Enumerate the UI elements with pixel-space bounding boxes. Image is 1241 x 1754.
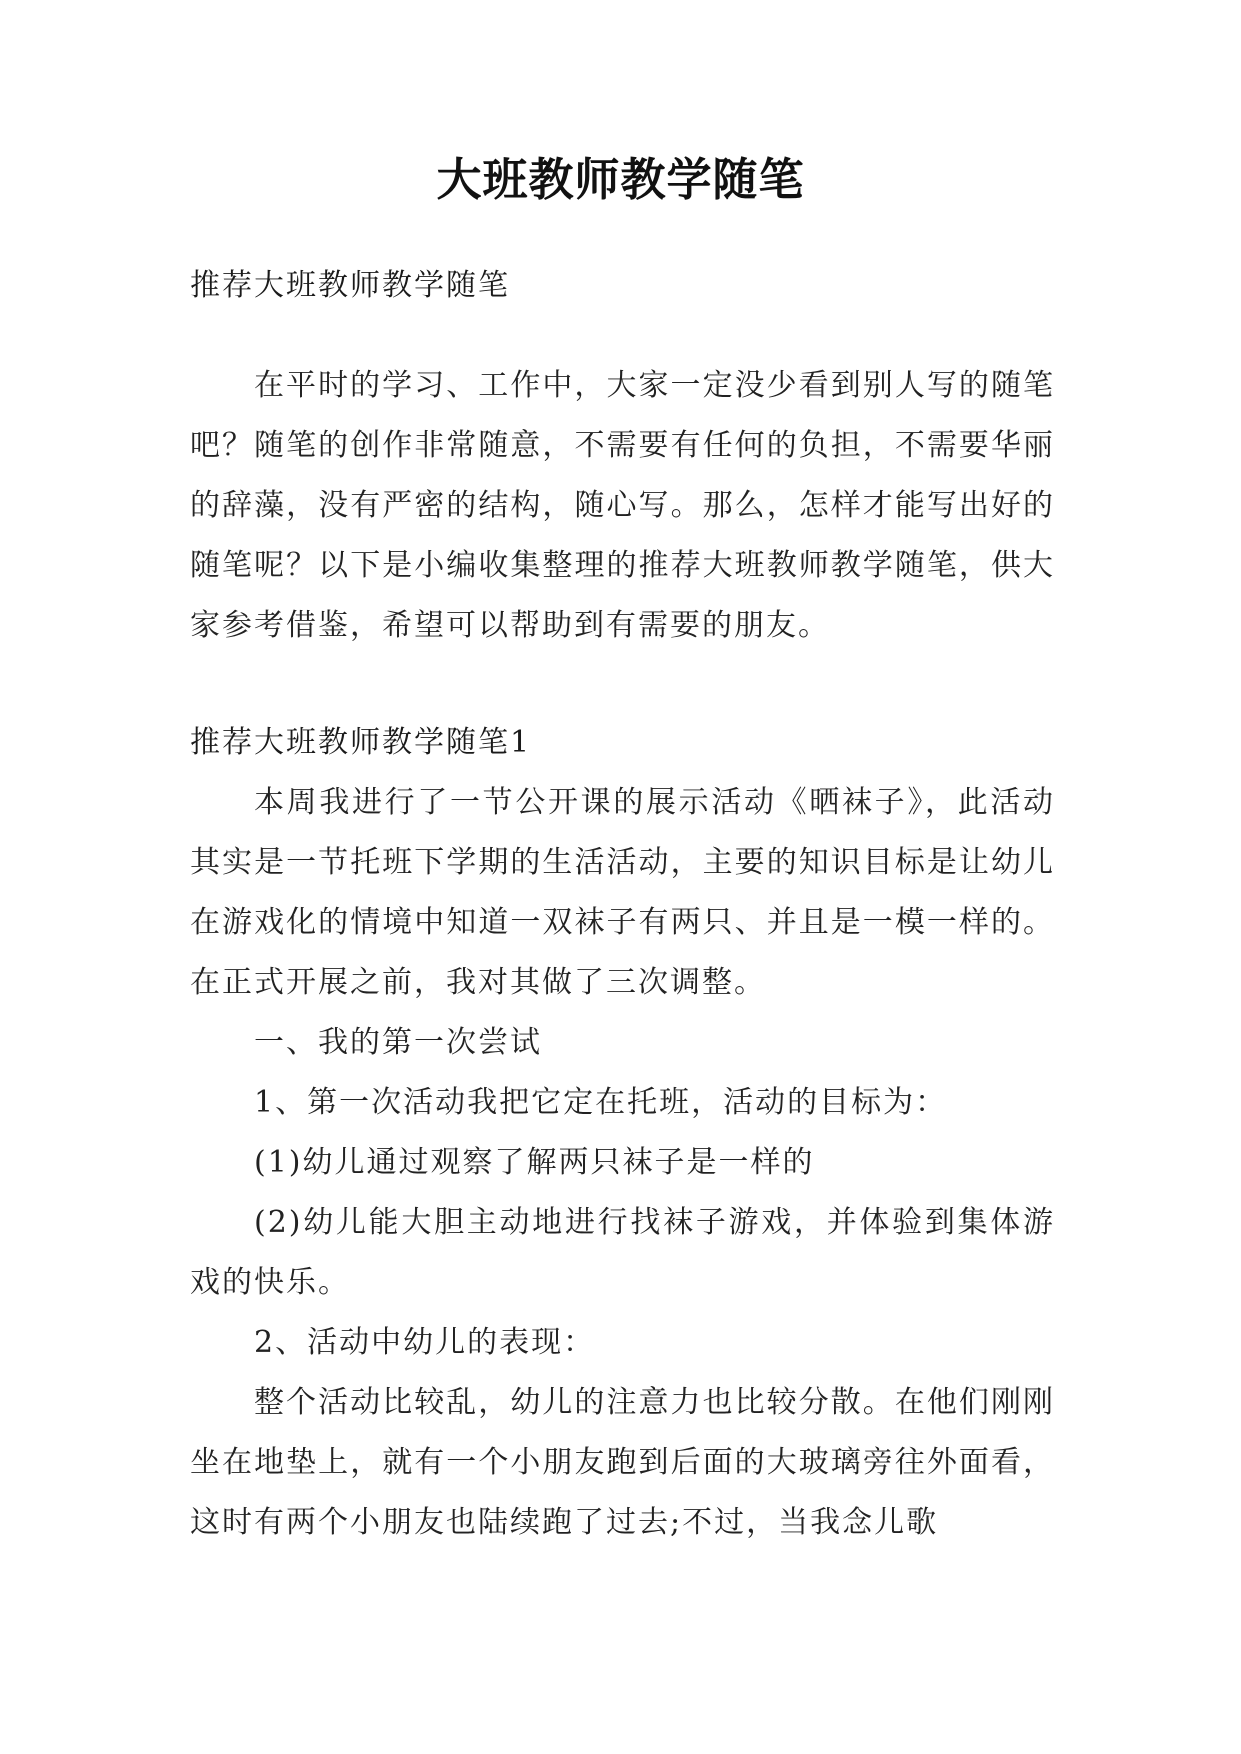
body-paragraph: 整个活动比较乱，幼儿的注意力也比较分散。在他们刚刚坐在地垫上，就有一个小朋友跑到后面的大玻璃旁往外面看，这时有两个小朋友也陆续跑了过去;不过，当我念儿歌 — [190, 1385, 1055, 1540]
body-paragraph: 一、我的第一次尝试 — [254, 1025, 542, 1060]
document-subtitle: 推荐大班教师教学随笔 — [190, 268, 510, 303]
body-paragraph: 2、活动中幼儿的表现： — [254, 1325, 596, 1360]
body-paragraph: (1)幼儿通过观察了解两只袜子是一样的 — [254, 1145, 815, 1180]
intro-paragraph: 在平时的学习、工作中，大家一定没少看到别人写的随笔吧？随笔的创作非常随意，不需要有任何的负担，不需要华丽的辞藻，没有严密的结构，随心写。那么，怎样才能写出好的随笔呢？以下是小编收集整理的推荐大班教师教学随笔，供大家参考借鉴，希望可以帮助到有需要的朋友。 — [190, 368, 1055, 643]
intro-section — [190, 356, 1055, 656]
body-paragraph: 本周我进行了一节公开课的展示活动《晒袜子》，此活动其实是一节托班下学期的生活活动，主要的知识目标是让幼儿在游戏化的情境中知道一双袜子有两只、并且是一模一样的。在正式开展之前，我对其做了三次调整。 — [190, 785, 1055, 1000]
section-heading: 推荐大班教师教学随笔1 — [190, 725, 532, 760]
document-title: 大班教师教学随笔 — [436, 153, 805, 206]
body-paragraph: 1、第一次活动我把它定在托班，活动的目标为： — [254, 1085, 948, 1120]
body-paragraph: (2)幼儿能大胆主动地进行找袜子游戏，并体验到集体游戏的快乐。 — [190, 1205, 1055, 1300]
section-body — [190, 773, 1055, 1553]
